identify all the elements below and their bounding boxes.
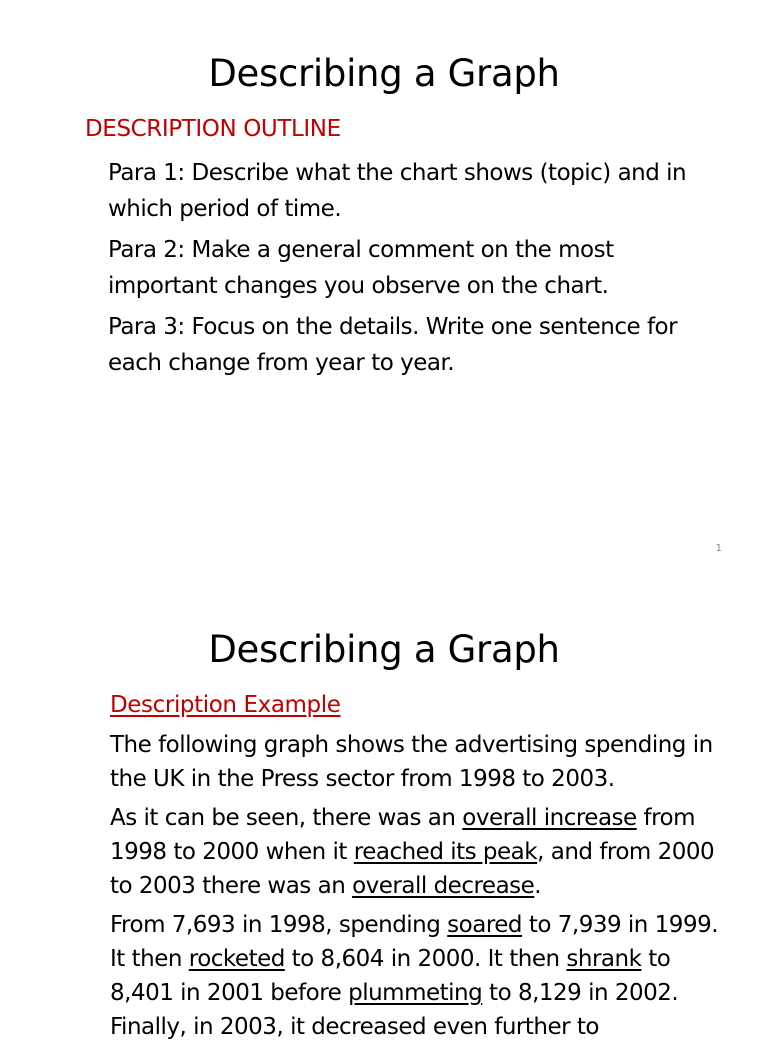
text-run: to 8,604 in 2000. It then xyxy=(284,946,567,972)
outline-list xyxy=(108,155,728,386)
text-run: , and from 2000 to 2003 there was an xyxy=(110,839,715,899)
example-paragraph-intro: The following graph shows the advertising spending in the UK in the Press sector from 1998 to 2003. xyxy=(110,732,713,792)
example-paragraph-details xyxy=(110,908,735,1044)
outline-item: Para 1: Describe what the chart shows (topic) and in which period of time. xyxy=(108,160,687,222)
page-number: 1 xyxy=(715,543,722,554)
text-run: From 7,693 in 1998, spending xyxy=(110,912,448,938)
slide-title: Describing a Graph xyxy=(208,628,560,671)
example-body xyxy=(110,728,735,1049)
slide-title: Describing a Graph xyxy=(208,52,560,95)
section-heading: DESCRIPTION OUTLINE xyxy=(85,116,341,142)
text-run: from 1998 to 2000 when it xyxy=(110,805,696,865)
underlined-phrase: shrank xyxy=(566,946,642,972)
text-run: to 7,939 in 1999. It then xyxy=(110,912,719,972)
underlined-phrase: overall increase xyxy=(462,805,637,831)
text-run: to 8,129 in 2002. Finally, in 2003, it decreased even further to xyxy=(110,980,679,1040)
text-run: to 8,401 in 2001 before xyxy=(110,946,671,1006)
example-paragraph-overview xyxy=(110,801,735,903)
underlined-phrase: rocketed xyxy=(188,946,285,972)
underlined-phrase: soared xyxy=(447,912,523,938)
outline-item: Para 2: Make a general comment on the most important changes you observe on the chart. xyxy=(108,237,614,299)
outline-item: Para 3: Focus on the details. Write one sentence for each change from year to year. xyxy=(108,314,678,376)
underlined-phrase: overall decrease xyxy=(352,873,535,899)
text-run: As it can be seen, there was an xyxy=(110,805,463,831)
slide-example xyxy=(0,576,768,1040)
text-run: . xyxy=(534,873,542,899)
section-heading: Description Example xyxy=(110,692,341,718)
underlined-phrase: reached its peak xyxy=(353,839,538,865)
underlined-phrase: plummeting xyxy=(348,980,483,1006)
